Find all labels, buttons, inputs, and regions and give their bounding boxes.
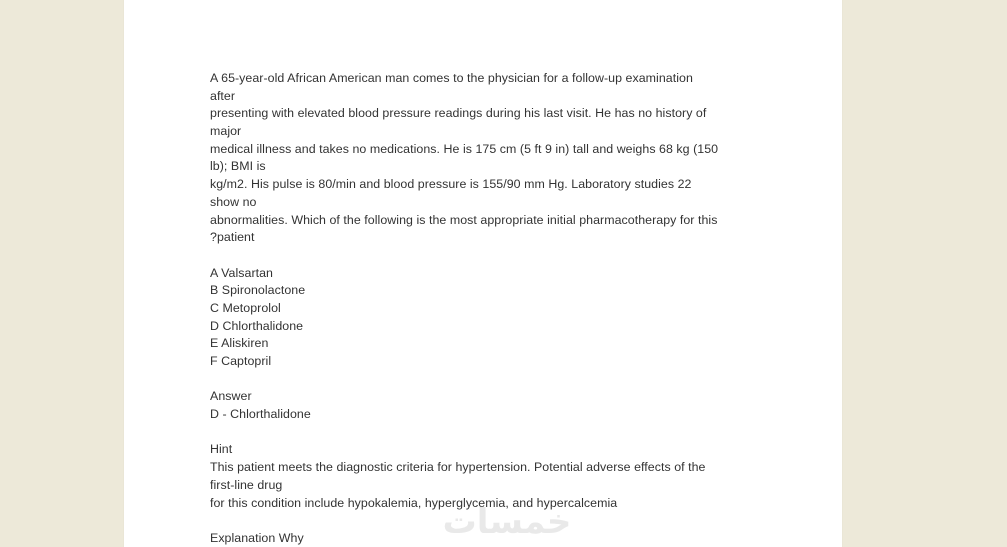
question-line: show no [210, 194, 257, 209]
answer-value: D - Chlorthalidone [210, 407, 311, 422]
question-line: kg/m2. His pulse is 80/min and blood pressure is 155/90 mm Hg. Laboratory studies 22 [210, 177, 692, 192]
question-line: medical illness and takes no medications. He is 175 cm (5 ft 9 in) tall and weighs 68 kg (150 [210, 141, 719, 156]
explanation-heading: Explanation Why [210, 530, 304, 545]
question-line: major [210, 124, 242, 139]
document-page [124, 0, 842, 547]
question-line: ?patient [210, 230, 255, 245]
option-d: D Chlorthalidone [210, 318, 304, 333]
question-line: after [210, 88, 236, 103]
question-line: presenting with elevated blood pressure readings during his last visit. He has no history of [210, 106, 707, 121]
watermark-logo: خمسات [442, 502, 572, 542]
option-e: E Aliskiren [210, 336, 269, 351]
option-a: A Valsartan [210, 265, 273, 280]
hint-line: for this condition include hypokalemia, hyperglycemia, and hypercalcemia [210, 495, 618, 510]
question-line: lb); BMI is [210, 159, 266, 174]
question-block [210, 70, 770, 247]
spacer [210, 247, 770, 265]
question-line: abnormalities. Which of the following is the most appropriate initial pharmacotherapy for this [210, 212, 718, 227]
options-list [210, 265, 770, 371]
option-c: C Metoprolol [210, 300, 281, 315]
answer-block [210, 388, 770, 423]
question-line: A 65-year-old African American man comes to the physician for a follow-up examination [210, 71, 693, 85]
document-content [210, 70, 770, 547]
spacer [210, 424, 770, 442]
option-f: F Captopril [210, 354, 272, 368]
option-b: B Spironolactone [210, 283, 306, 298]
spacer [210, 371, 770, 389]
hint-line: first-line drug [210, 477, 283, 492]
hint-line: This patient meets the diagnostic criteria for hypertension. Potential adverse effects of the [210, 460, 706, 475]
hint-heading: Hint [210, 442, 233, 457]
answer-heading: Answer [210, 389, 252, 404]
